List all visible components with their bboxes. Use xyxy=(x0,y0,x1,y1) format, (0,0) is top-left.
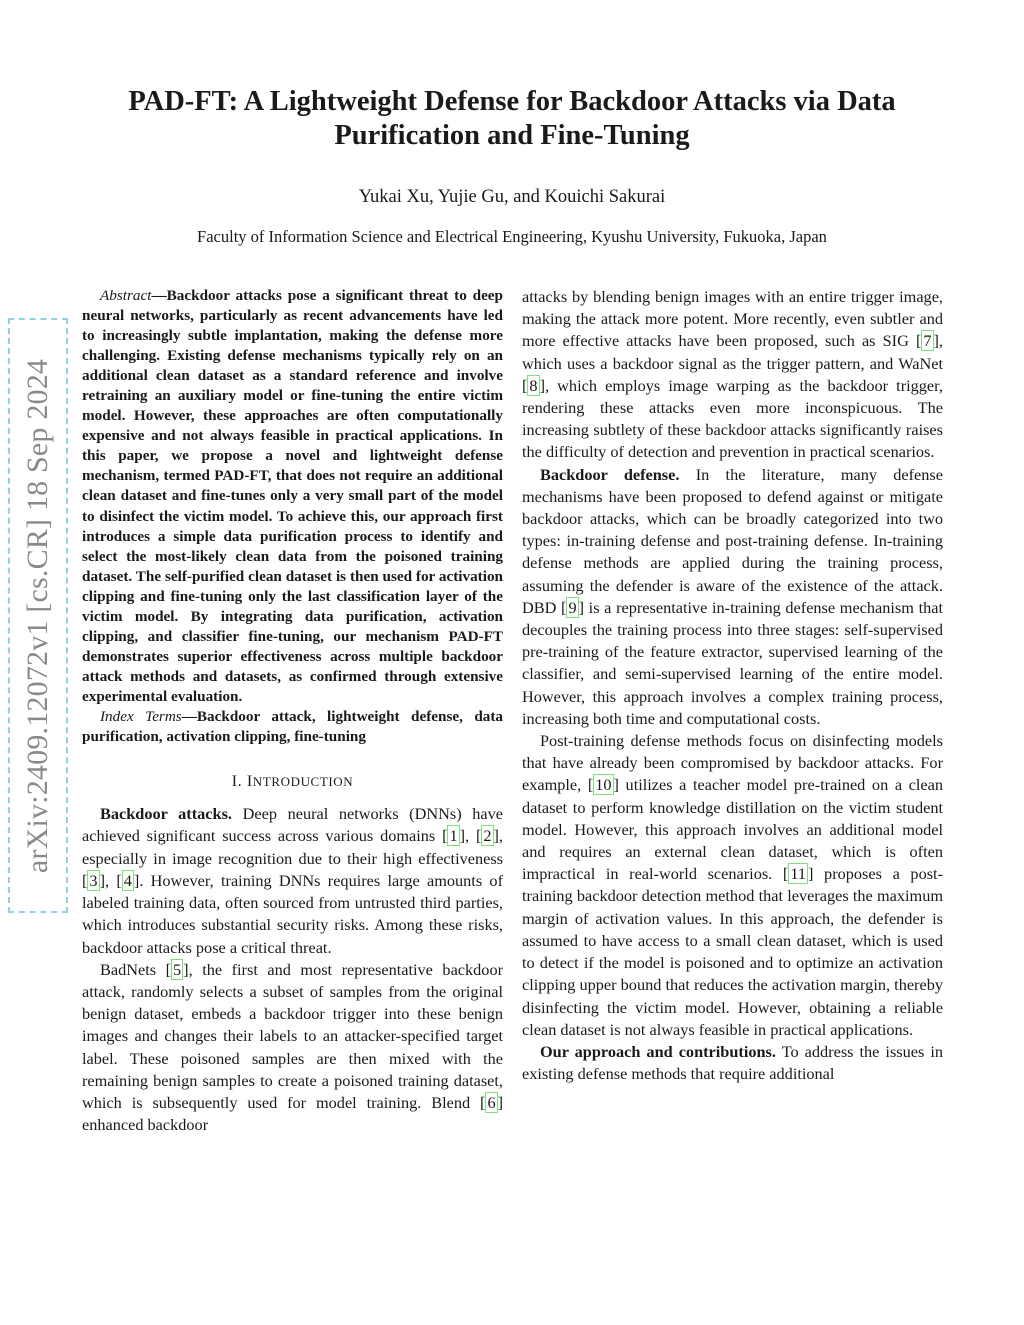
paragraph-backdoor-defense: Backdoor defense. In the literature, many defense mechanisms have been proposed to defend against or mitigate backdoor attacks, which can be broadly categorized into two types: in-training defense and post-training defense. In-training defense methods are applied during the training process, assuming the defender is aware of the existence of the attack. DBD [ 9 ] is a representative in-training defense mechanism that decouples the training process into three stages: self-supervised pre-training of the feature extractor, supervised learning of the classifier, and semi-supervised learning of the entire model. However, this approach involves a complex training process, increasing both time and computational costs. xyxy=(522,464,943,728)
citation-link[interactable]: 1 xyxy=(449,826,458,846)
paragraph-backdoor-attacks: Backdoor attacks. Deep neural networks (DNNs) have achieved significant success across various domains [ 1 ], [ 2 ], especially in image recognition due to their high effectiveness [ 3 ], [ 4 ]. However, training DNNs requires large amounts of labeled training data, often sourced from untrusted third parties, which introduces substantial security risks. Among these risks, backdoor attacks pose a critical threat. xyxy=(82,804,503,957)
section-initial: I xyxy=(246,773,253,791)
left-column xyxy=(82,286,503,1136)
section-number: I. xyxy=(231,773,243,791)
author-list: Yukai Xu, Yujie Gu, and Kouichi Sakurai xyxy=(358,187,666,207)
run-in-heading: Our approach and contributions. xyxy=(540,1041,776,1061)
abstract-label: Abstract xyxy=(100,287,152,304)
index-terms-label: Index Terms xyxy=(100,707,182,725)
section-heading-introduction xyxy=(82,771,503,793)
citation-link[interactable]: 11 xyxy=(790,864,806,884)
citation-link[interactable]: 9 xyxy=(568,597,577,617)
paper-title xyxy=(100,85,924,153)
abstract xyxy=(82,286,503,707)
citation-link[interactable]: 7 xyxy=(923,331,932,351)
index-terms-text: —Backdoor attack, lightweight defense, data purification, activation clipping, fine-tuning xyxy=(82,707,504,746)
affiliation: Faculty of Information Science and Electrical Engineering, Kyushu University, Fukuoka, Japan xyxy=(197,227,827,246)
paragraph-our-approach: Our approach and contributions. To address the issues in existing defense methods that require additional xyxy=(522,1041,944,1084)
paragraph-continued-attacks: attacks by blending benign images with an entire trigger image, making the attack more potent. More recently, even subtler and more effective attacks have been proposed, such as SIG [ 7 ], which uses a backdoor signal as the trigger pattern, and WaNet [ 8 ], which employs image warping as the backdoor trigger, rendering these attacks even more inconspicuous. The increasing subtlety of these backdoor attacks significantly raises the difficulty of detection and prevention in practical scenarios. xyxy=(522,287,943,462)
citation-link[interactable]: 4 xyxy=(123,870,132,890)
arxiv-identifier-stamp xyxy=(8,318,68,913)
run-in-heading: Backdoor attacks. xyxy=(100,804,232,824)
citation-link[interactable]: 5 xyxy=(173,959,182,979)
arxiv-identifier-text: arXiv:2409.12072v1 [cs.CR] 18 Sep 2024 xyxy=(21,358,54,873)
abstract-text: —Backdoor attacks pose a significant threat to deep neural networks, particularly as recent advancements have led to increasingly subtle implantation, making the defense more challenging. Existing defense mechanisms typically rely on an additional clean dataset as a standard reference and involve retraining an auxiliary model or fine-tuning the entire victim model. However, these approaches are often computationally expensive and not always feasible in practical applications. In this paper, we propose a novel and lightweight defense mechanism, termed PAD-FT, that does not require an additional clean dataset and fine-tunes only a very small part of the model to disinfect the victim model. To achieve this, our approach first introduces a simple data purification process to identify and select the most-likely clean data from the poisoned training dataset. The self-purified clean dataset is then used for activation clipping and fine-tuning only the last classification layer of the victim model. By integrating data purification, activation clipping, and classifier fine-tuning, our mechanism PAD-FT demonstrates superior effectiveness across multiple backdoor attack methods and datasets, as confirmed through extensive experimental evaluation. xyxy=(82,287,503,705)
index-terms xyxy=(82,707,503,747)
citation-link[interactable]: 10 xyxy=(595,775,612,795)
right-column xyxy=(522,286,943,1085)
run-in-heading: Backdoor defense. xyxy=(540,464,680,484)
citation-link[interactable]: 2 xyxy=(483,826,492,846)
section-title-rest: NTRODUCTION xyxy=(252,774,354,790)
title-line-2: Purification and Fine-Tuning xyxy=(334,120,690,151)
paragraph-badnets: BadNets [ 5 ], the first and most representative backdoor attack, randomly selects a subset of samples from the original benign dataset, embeds a backdoor trigger into these benign images and changes their labels to an attacker-specified target label. These poisoned samples are then mixed with the remaining benign samples to create a poisoned training dataset, which is subsequently used for model training. Blend [ 6 ] enhanced backdoor xyxy=(82,959,504,1135)
citation-link[interactable]: 6 xyxy=(487,1092,496,1112)
title-line-1: PAD-FT: A Lightweight Defense for Backdoor Attacks via Data xyxy=(128,86,896,117)
citation-link[interactable]: 3 xyxy=(89,870,98,890)
paragraph-post-training-defense: Post-training defense methods focus on disinfecting models that have already been compromised by backdoor attacks. For example, [ 10 ] utilizes a teacher model pre-trained on a clean dataset to perform knowledge distillation on the victim student model. However, this approach involves an additional model and requires an external clean dataset, which is often impractical in real-world scenarios. [ 11 ] proposes a post-training backdoor detection method that leverages the maximum margin of activation values. In this approach, the defender is assumed to have access to a small clean dataset, which is used to detect if the model is poisoned and to optimize an activation clipping upper bound that reduces the activation margin, thereby disinfecting the victim model. However, obtaining a reliable clean dataset is not always feasible in practical applications. xyxy=(522,731,943,1039)
citation-link[interactable]: 8 xyxy=(529,375,538,395)
